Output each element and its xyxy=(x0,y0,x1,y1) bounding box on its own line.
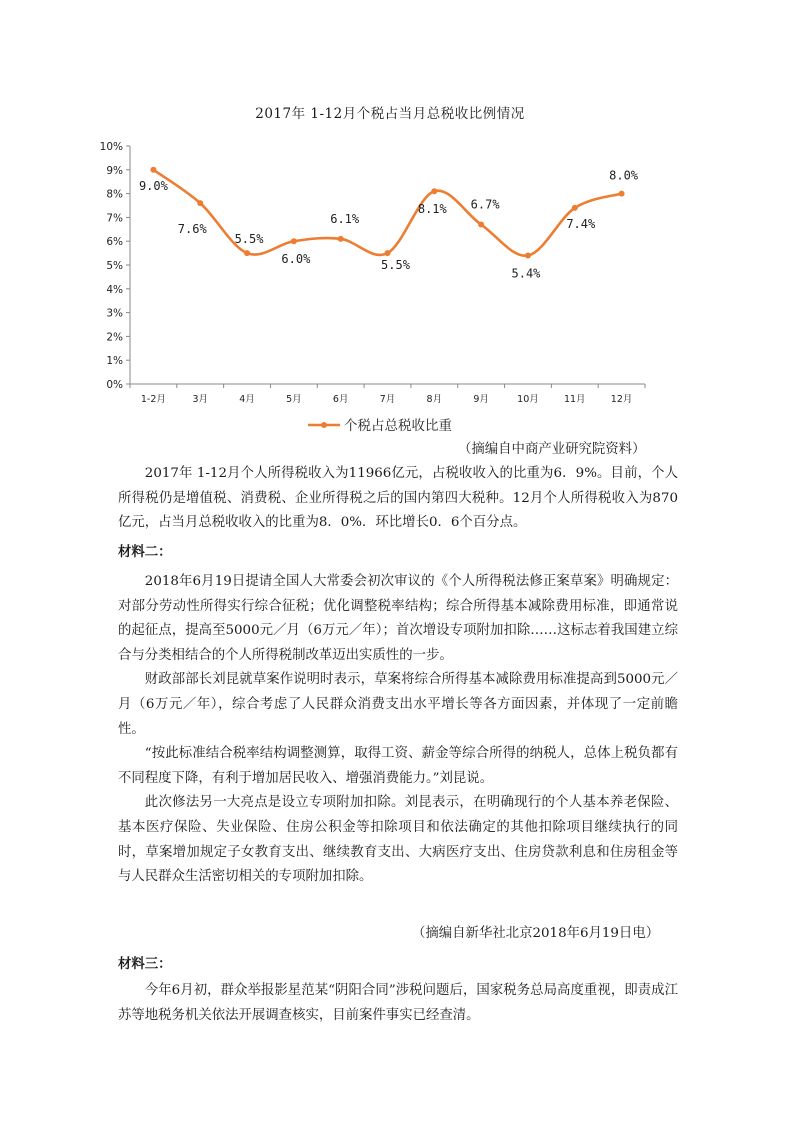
y-tick-label: 9% xyxy=(106,164,123,177)
data-point xyxy=(478,222,484,228)
heading-material-two: 材料二： xyxy=(118,544,172,560)
data-point xyxy=(525,252,531,258)
data-label: 5.5% xyxy=(381,258,410,273)
data-point xyxy=(338,236,344,242)
x-tick-label: 7月 xyxy=(379,394,396,405)
y-tick-label: 1% xyxy=(106,355,123,368)
legend-label: 个税占总税收比重 xyxy=(344,418,452,434)
data-label: 5.5% xyxy=(234,232,264,247)
y-axis xyxy=(100,141,130,391)
x-tick-label: 6月 xyxy=(332,394,349,405)
data-point xyxy=(385,250,391,256)
data-label: 7.4% xyxy=(566,216,596,231)
series-line xyxy=(153,170,621,256)
x-tick-label: 8月 xyxy=(426,394,443,405)
x-axis xyxy=(130,384,645,405)
x-tick-label: 11月 xyxy=(563,394,586,405)
y-tick-label: 0% xyxy=(106,379,123,391)
material-one-text xyxy=(118,462,678,536)
y-tick-label: 8% xyxy=(106,188,123,201)
data-point xyxy=(572,205,578,211)
x-tick-label: 10月 xyxy=(517,394,539,405)
y-tick-label: 6% xyxy=(106,236,123,249)
data-point xyxy=(291,238,297,244)
paragraph-1: 2017年 1-12月个人所得税收入为11966亿元，占税收收入的比重为6．9%。目前，个人所得税仍是增值税、消费税、企业所得税之后的国内第四大税种。12月个人所得税收入为870亿元，占当月总税收收入的比重为8．0%．环比增长0．6个百分点。 xyxy=(118,466,678,531)
paragraph-6: 今年6月初，群众举报影星范某“阴阳合同”涉税问题后，国家税务总局高度重视，即责成江苏等地税务机关依法开展调查核实，目前案件事实已经查清。 xyxy=(118,983,678,1023)
material-three-text xyxy=(118,979,678,1028)
data-points xyxy=(150,167,624,259)
y-tick-label: 10% xyxy=(99,141,123,153)
source-note-2: （摘编自新华社北京2018年6月19日电） xyxy=(412,926,660,941)
x-tick-label: 9月 xyxy=(473,394,489,405)
data-label: 8.0% xyxy=(609,168,639,183)
x-tick-label: 3月 xyxy=(192,394,209,405)
data-point xyxy=(619,191,625,197)
source-note-1: （摘编自中商产业研究院资料） xyxy=(458,442,646,457)
paragraph-5: 此次修法另一大亮点是设立专项附加扣除。刘昆表示，在明确现行的个人基本养老保险、基本医疗保险、失业保险、住房公积金等扣除项目和依法确定的其他扣除项目继续执行的同时，草案增加规定子女教育支出、继续教育支出、大病医疗支出、住房贷款利息和住房租金等与人民群众生活密切相关的专项附加扣除。 xyxy=(118,795,678,885)
data-label: 8.1% xyxy=(417,202,447,217)
data-label: 7.6% xyxy=(177,222,207,237)
chart-title: 2017年 1-12月个税占当月总税收比例情况 xyxy=(255,106,525,122)
data-labels xyxy=(139,169,639,281)
data-point xyxy=(244,250,250,256)
paragraph-2: 2018年6月19日提请全国人大常委会初次审议的《个人所得税法修正案草案》明确规定：对部分劳动性所得实行综合征税；优化调整税率结构；综合所得基本减除费用标准，即通常说的起征点，提高至5000元／月（6万元／年）；首次增设专项附加扣除……这标志着我国建立综合与分类相结合的个人所得税制改革迈出实质性的一步。 xyxy=(118,574,678,663)
data-label: 6.0% xyxy=(281,252,311,267)
x-tick-label: 1-2月 xyxy=(140,394,166,405)
data-point xyxy=(431,188,437,194)
y-tick-label: 4% xyxy=(106,283,123,296)
data-label: 6.7% xyxy=(470,197,500,212)
chart-container xyxy=(90,92,690,452)
data-point xyxy=(197,200,203,206)
legend-dot-marker xyxy=(321,422,327,428)
data-label: 5.4% xyxy=(511,266,541,281)
line-chart xyxy=(90,92,690,452)
data-point xyxy=(150,167,156,173)
paragraph-3: 财政部部长刘昆就草案作说明时表示，草案将综合所得基本减除费用标准提高到5000元／月（6万元／年），综合考虑了人民群众消费支出水平增长等各方面因素，并体现了一定前瞻性。 xyxy=(118,672,678,737)
x-tick-label: 12月 xyxy=(610,394,633,405)
data-label: 9.0% xyxy=(138,178,168,193)
data-label: 6.1% xyxy=(330,211,360,226)
y-tick-label: 2% xyxy=(106,331,123,344)
y-tick-label: 3% xyxy=(106,307,123,320)
material-two-text xyxy=(118,570,678,890)
x-tick-label: 5月 xyxy=(286,394,302,405)
paragraph-4: “按此标准结合税率结构调整测算，取得工资、薪金等综合所得的纳税人，总体上税负都有不同程度下降，有利于增加居民收入、增强消费能力。”刘昆说。 xyxy=(118,746,678,786)
y-tick-label: 5% xyxy=(106,260,123,272)
y-tick-label: 7% xyxy=(106,212,123,225)
x-tick-label: 4月 xyxy=(239,394,255,405)
heading-material-three: 材料三： xyxy=(118,956,172,972)
chart-legend xyxy=(308,417,452,434)
